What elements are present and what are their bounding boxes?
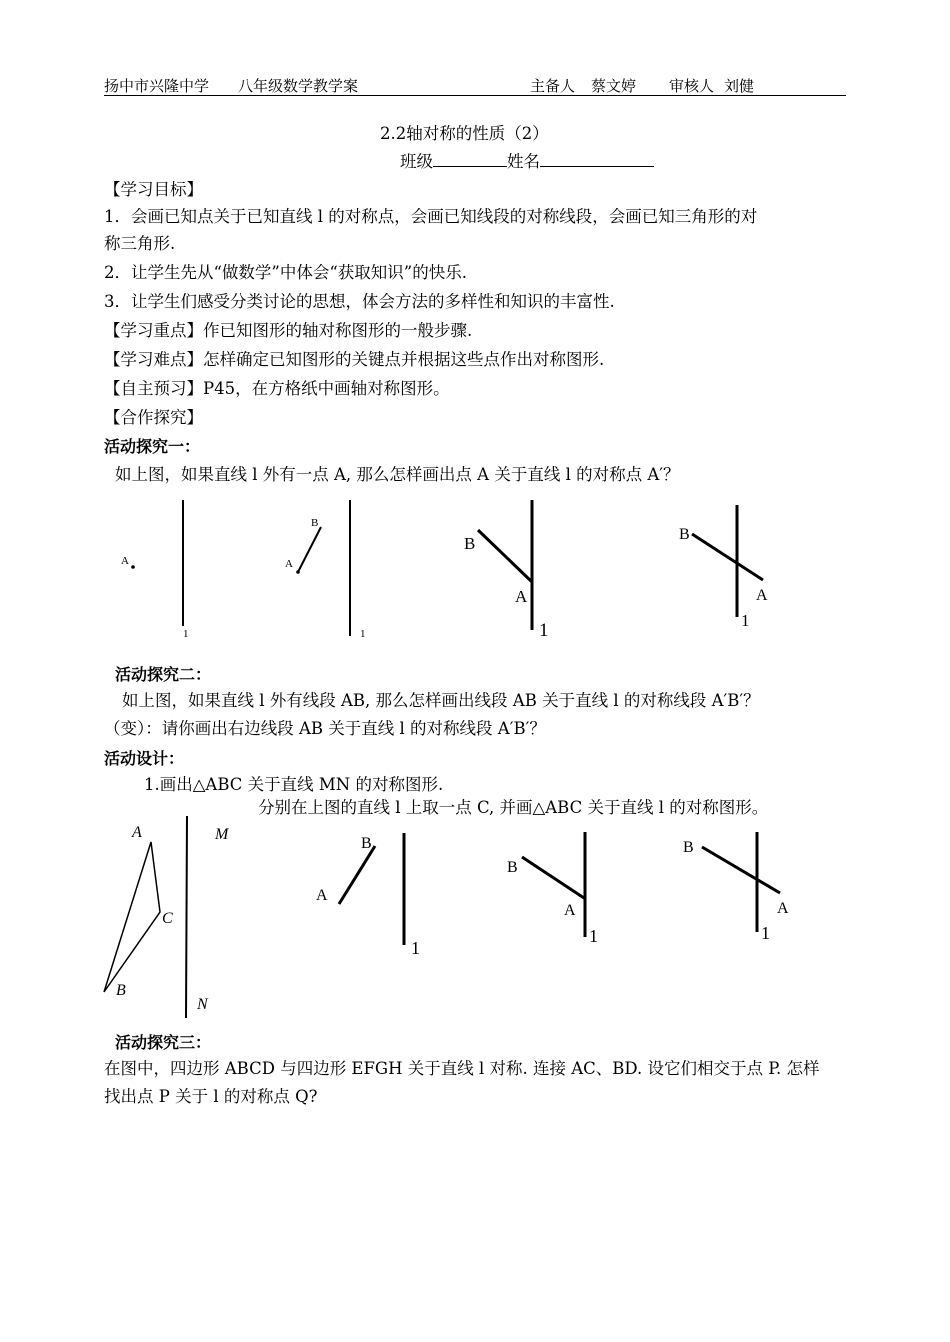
figure-design-segment-3 bbox=[683, 832, 789, 943]
header-doc-type: 八年级数学教学案 bbox=[238, 77, 359, 95]
label-a: A bbox=[564, 902, 576, 919]
header-reviewer-label: 审核人 bbox=[669, 77, 715, 95]
figure-triangle-abc bbox=[104, 816, 230, 1018]
label-a: A bbox=[285, 558, 293, 570]
header-reviewer-name: 刘健 bbox=[724, 77, 755, 95]
activity-2-variant: （变）：请你画出右边线段 AB 关于直线 l 的对称线段 A′B′？ bbox=[104, 719, 546, 738]
goal-1-line-2: 称三角形. bbox=[104, 234, 176, 253]
segment-ab bbox=[702, 847, 780, 893]
activity-3-title: 活动探究三： bbox=[115, 1033, 212, 1052]
difficulty: 【学习难点】怎样确定已知图形的关键点并根据这些点作出对称图形. bbox=[104, 350, 605, 369]
triangle-abc bbox=[104, 842, 160, 992]
design-title: 活动设计： bbox=[104, 749, 185, 768]
label-line: 1 bbox=[741, 611, 750, 630]
label-a: A bbox=[316, 887, 328, 904]
activity-1-title: 活动探究一： bbox=[104, 437, 201, 456]
activity-2-text: 如上图，如果直线 l 外有线段 AB, 那么怎样画出线段 AB 关于直线 l 的对称线段 A′B′？ bbox=[122, 691, 760, 710]
page-title: 2.2轴对称的性质（2） bbox=[380, 124, 549, 143]
activity-3-line-1: 在图中，四边形 ABCD 与四边形 EFGH 关于直线 l 对称. 连接 AC、BD. 设它们相交于点 P. 怎样 bbox=[104, 1059, 820, 1078]
label-b: B bbox=[116, 982, 126, 999]
preview: 【自主预习】P45，在方格纸中画轴对称图形。 bbox=[104, 379, 450, 398]
design-item-1: 1.画出△ABC 关于直线 MN 的对称图形. bbox=[144, 775, 444, 794]
goal-1-line-1: 1．会画已知点关于已知直线 l 的对称点，会画已知线段的对称线段，会画已知三角形的对 bbox=[104, 207, 758, 226]
label-c: C bbox=[162, 910, 173, 927]
label-b: B bbox=[507, 859, 518, 876]
header-preparer-label: 主备人 bbox=[530, 77, 576, 95]
label-n: N bbox=[197, 996, 208, 1013]
activity-3-line-2: 找出点 P 关于 l 的对称点 Q? bbox=[104, 1087, 318, 1106]
segment-ab bbox=[522, 857, 584, 898]
figure-design-segment-2 bbox=[507, 832, 598, 946]
label-a: A bbox=[756, 587, 768, 604]
label-line: 1 bbox=[761, 923, 770, 943]
label-a: A bbox=[515, 587, 528, 606]
focus: 【学习重点】作已知图形的轴对称图形的一般步骤. bbox=[104, 321, 473, 340]
goals-heading: 【学习目标】 bbox=[104, 180, 203, 199]
activity-2-title: 活动探究二： bbox=[115, 665, 212, 684]
header-school: 扬中市兴隆中学 bbox=[104, 77, 210, 95]
label-b: B bbox=[311, 517, 319, 529]
label-line: 1 bbox=[360, 628, 366, 640]
label-b: B bbox=[464, 534, 476, 553]
name-label: 姓名 bbox=[507, 152, 540, 171]
activity-1-text: 如上图，如果直线 l 外有一点 A, 那么怎样画出点 A 关于直线 l 的对称点 A′？ bbox=[115, 465, 680, 484]
segment-ab bbox=[339, 846, 375, 904]
class-label: 班级 bbox=[400, 152, 433, 171]
label-m: M bbox=[215, 826, 229, 843]
cooperate-heading: 【合作探究】 bbox=[104, 408, 203, 427]
label-b: B bbox=[683, 839, 694, 856]
goal-2: 2．让学生先从“做数学”中体会“获取知识”的快乐. bbox=[104, 263, 467, 282]
label-line: 1 bbox=[589, 926, 598, 946]
header-preparer-name: 蔡文婷 bbox=[591, 77, 637, 95]
label-line: 1 bbox=[183, 628, 189, 640]
label-line: 1 bbox=[539, 620, 549, 641]
line-mn bbox=[186, 816, 187, 1018]
goal-3: 3．让学生们感受分类讨论的思想，体会方法的多样性和知识的丰富性. bbox=[104, 292, 615, 311]
design-item-2: 分别在上图的直线 l 上取一点 C, 并画△ABC 关于直线 l 的对称图形。 bbox=[258, 798, 769, 817]
figure-design-segment-1 bbox=[316, 833, 420, 958]
label-b: B bbox=[361, 835, 372, 852]
label-a: A bbox=[777, 900, 789, 917]
label-a: A bbox=[121, 555, 129, 567]
label-line: 1 bbox=[411, 938, 420, 958]
label-b: B bbox=[679, 526, 690, 543]
label-a: A bbox=[132, 824, 142, 841]
